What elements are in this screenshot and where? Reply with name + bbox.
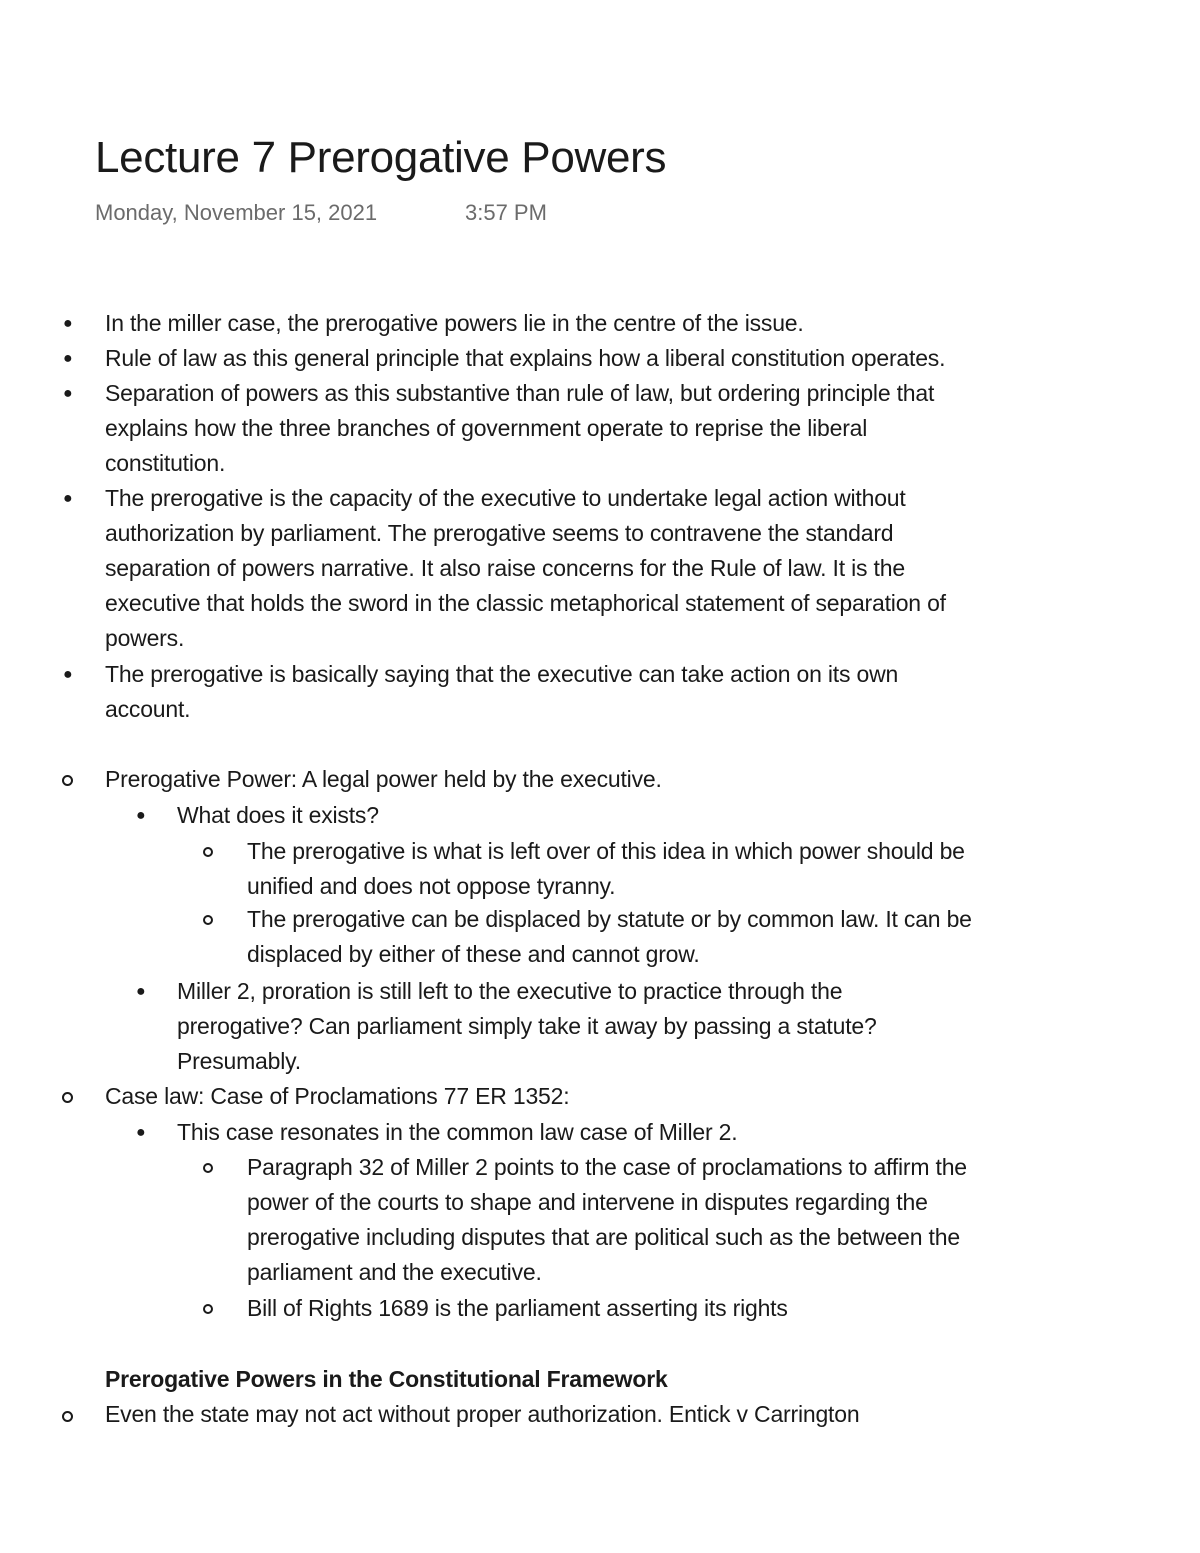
hollow-bullet-icon	[203, 847, 213, 857]
list-item-continuation: parliament and the executive.	[247, 1259, 542, 1285]
list-item-continuation: account.	[105, 696, 191, 722]
list-item: This case resonates in the common law case of Miller 2.	[177, 1119, 738, 1145]
section-heading: Prerogative Power: A legal power held by the executive.	[105, 766, 662, 792]
list-item: What does it exists?	[177, 802, 379, 828]
list-item-continuation: displaced by either of these and cannot grow.	[247, 941, 700, 967]
bullet-icon: ●	[136, 1124, 146, 1141]
bullet-icon: ●	[63, 315, 73, 332]
list-item-continuation: power of the courts to shape and intervene in disputes regarding the	[247, 1189, 928, 1215]
hollow-bullet-icon	[203, 1163, 213, 1173]
list-item-continuation: executive that holds the sword in the classic metaphorical statement of separation of	[105, 590, 946, 616]
section-heading: Prerogative Powers in the Constitutional Framework	[105, 1366, 668, 1392]
bullet-icon: ●	[63, 666, 73, 683]
list-item: Bill of Rights 1689 is the parliament asserting its rights	[247, 1295, 788, 1321]
bullet-icon: ●	[63, 350, 73, 367]
list-item: The prerogative is what is left over of this idea in which power should be	[247, 838, 965, 864]
list-item: The prerogative is basically saying that the executive can take action on its own	[105, 661, 899, 687]
list-item-continuation: authorization by parliament. The prerogative seems to contravene the standard	[105, 520, 894, 546]
bullet-icon: ●	[63, 490, 73, 507]
note-time: 3:57 PM	[465, 200, 547, 225]
hollow-bullet-icon	[203, 915, 213, 925]
hollow-bullet-icon	[203, 1304, 213, 1314]
list-item-continuation: explains how the three branches of government operate to reprise the liberal	[105, 415, 868, 441]
bullet-icon: ●	[63, 385, 73, 402]
list-item-continuation: separation of powers narrative. It also raise concerns for the Rule of law. It is the	[105, 555, 905, 581]
page-title: Lecture 7 Prerogative Powers	[95, 133, 667, 182]
list-item: Rule of law as this general principle that explains how a liberal constitution operates.	[105, 345, 946, 371]
list-item: Separation of powers as this substantive than rule of law, but ordering principle that	[105, 380, 935, 406]
list-item-continuation: Presumably.	[177, 1048, 301, 1074]
list-item-continuation: constitution.	[105, 450, 226, 476]
note-date: Monday, November 15, 2021	[95, 200, 378, 225]
hollow-bullet-icon	[62, 775, 73, 786]
hollow-bullet-icon	[62, 1092, 73, 1103]
list-item-continuation: prerogative? Can parliament simply take it away by passing a statute?	[177, 1013, 877, 1039]
list-item: The prerogative is the capacity of the executive to undertake legal action without	[105, 485, 906, 511]
list-item: Miller 2, proration is still left to the executive to practice through the	[177, 978, 843, 1004]
section-heading: Case law: Case of Proclamations 77 ER 1352:	[105, 1083, 570, 1109]
hollow-bullet-icon	[62, 1411, 73, 1422]
list-item-continuation: prerogative including disputes that are political such as the between the	[247, 1224, 960, 1250]
list-item-continuation: unified and does not oppose tyranny.	[247, 873, 616, 899]
list-item-continuation: powers.	[105, 625, 185, 651]
list-item: In the miller case, the prerogative powers lie in the centre of the issue.	[105, 310, 804, 336]
bullet-icon: ●	[136, 983, 146, 1000]
bullet-icon: ●	[136, 807, 146, 824]
list-item: Even the state may not act without proper authorization. Entick v Carrington	[105, 1401, 860, 1427]
list-item: The prerogative can be displaced by statute or by common law. It can be	[247, 906, 972, 932]
list-item: Paragraph 32 of Miller 2 points to the case of proclamations to affirm the	[247, 1154, 967, 1180]
